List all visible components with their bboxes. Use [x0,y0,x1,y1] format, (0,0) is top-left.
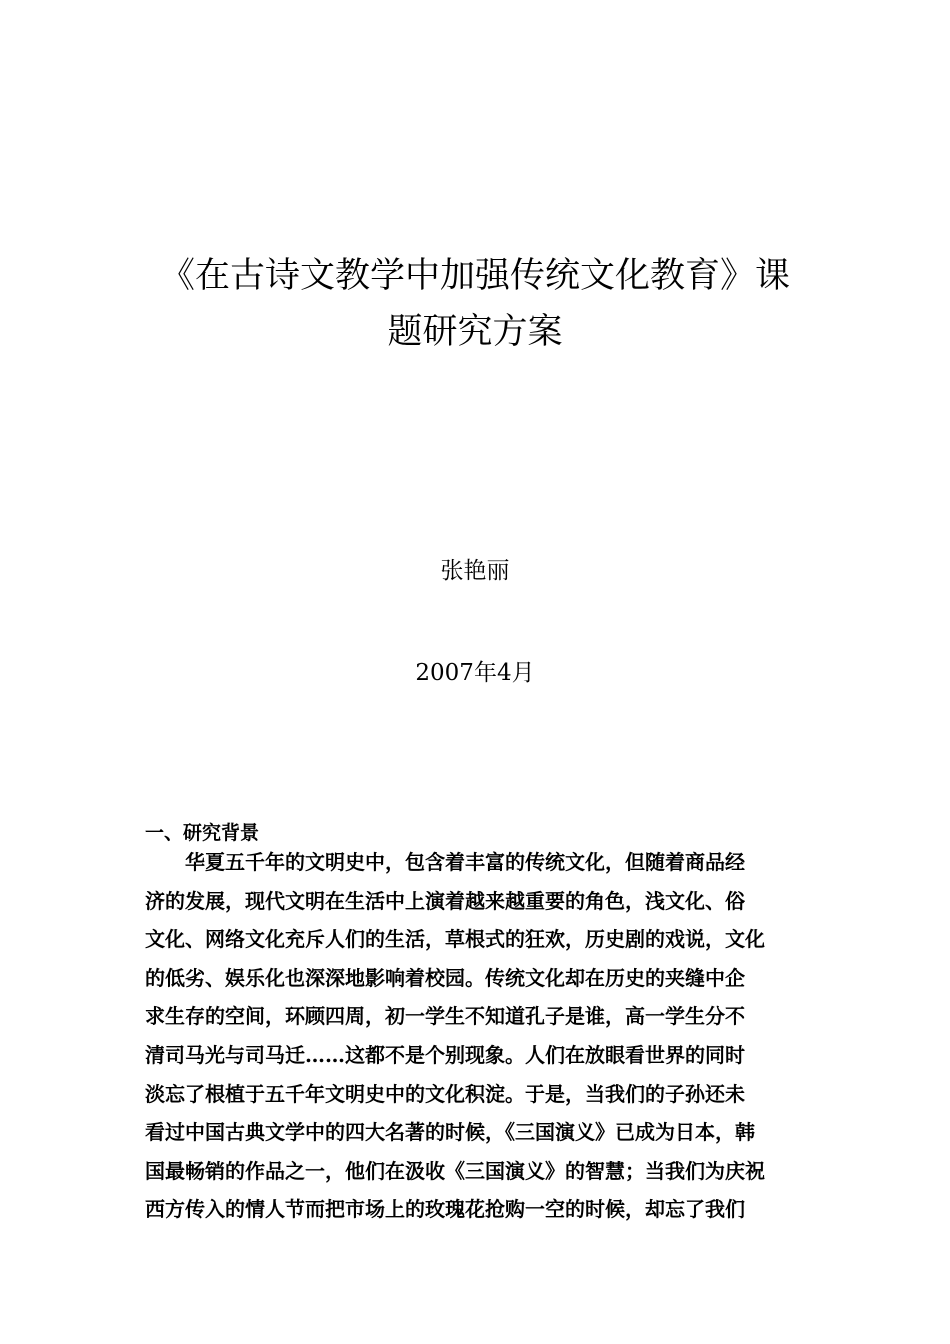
paragraph-line: 看过中国古典文学中的四大名著的时候，《三国演义》已成为日本，韩 [145,1120,755,1145]
paragraph-line: 华夏五千年的文明史中，包含着丰富的传统文化，但随着商品经 [185,850,745,874]
author-name: 张艳丽 [440,558,510,584]
title-line-2: 题研究方案 [387,312,563,352]
title-line-1: 《在古诗文教学中加强传统文化教育》课 [159,256,790,296]
paragraph-line: 的低劣、娱乐化也深深地影响着校园。传统文化却在历史的夹缝中企 [145,965,745,990]
paragraph-line: 求生存的空间，环顾四周，初一学生不知道孔子是谁，高一学生分不 [145,1004,745,1029]
section-heading: 一、研究背景 [145,822,260,844]
document-title [100,248,850,360]
paragraph-line: 清司马光与司马迁……这都不是个别现象。人们在放眼看世界的同时 [145,1042,745,1067]
document-date: 2007年4月 [415,660,535,686]
paragraph-line: 文化、网络文化充斥人们的生活，草根式的狂欢，历史剧的戏说，文化 [145,927,765,952]
paragraph-line: 济的发展，现代文明在生活中上演着越来越重要的角色，浅文化、俗 [145,888,745,913]
paragraph-line: 淡忘了根植于五千年文明史中的文化积淀。于是，当我们的子孙还未 [145,1081,745,1106]
body-paragraph [145,843,815,1229]
paragraph-line: 西方传入的情人节而把市场上的玫瑰花抢购一空的时候，却忘了我们 [145,1197,745,1222]
paragraph-line: 国最畅销的作品之一，他们在汲收《三国演义》的智慧；当我们为庆祝 [145,1158,765,1183]
